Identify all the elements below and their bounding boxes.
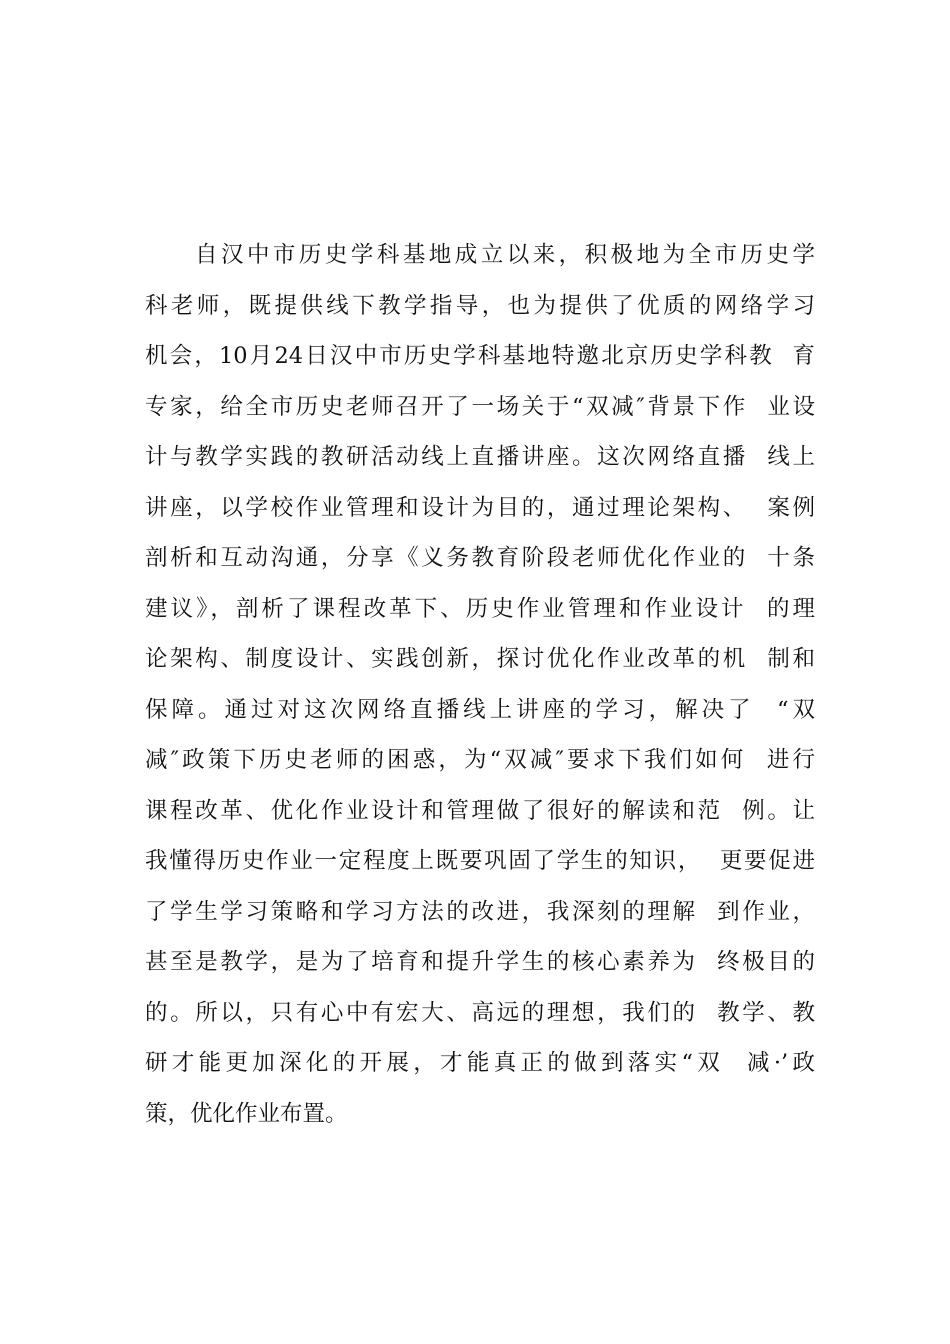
paragraph-line: 科老师，既提供线下教学指导，也为提供了优质的网络学习 (145, 292, 815, 319)
paragraph-line: 课程改革、优化作业设计和管理做了很好的解读和范 例。让 (145, 797, 815, 824)
paragraph-line: 自汉中市历史学科基地成立以来，积极地为全市历史学 (195, 242, 815, 268)
body-paragraph (145, 230, 815, 1139)
paragraph-line: 保障。通过对这次网络直播线上讲座的学习，解决了 “双 (145, 696, 815, 723)
paragraph-line: 建议》，剖析了课程改革下、历史作业管理和作业设计 的理 (145, 595, 815, 622)
paragraph-line: 研才能更加深化的开展，才能真正的做到落实“双 减·’政 (145, 1050, 815, 1076)
paragraph-line: 的。所以，只有心中有宏大、高远的理想，我们的 教学、教 (145, 999, 815, 1026)
paragraph-line: 了学生学习策略和学习方法的改进，我深刻的理解 到作业， (145, 898, 815, 925)
paragraph-line: 机会，10月24日汉中市历史学科基地特邀北京历史学科教 育 (145, 343, 815, 369)
paragraph-line: 专家，给全市历史老师召开了一场关于“双减″背景下作 业设 (145, 393, 815, 420)
paragraph-line: 剖析和互动沟通，分享《义务教育阶段老师优化作业的 十条 (145, 545, 815, 571)
paragraph-line: 甚至是教学，是为了培育和提升学生的核心素养为 终极目的 (145, 949, 815, 975)
paragraph-line: 减″政策下历史老师的困惑，为“双减″要求下我们如何 进行 (145, 747, 815, 773)
paragraph-line: 计与教学实践的教研活动线上直播讲座。这次网络直播 线上 (145, 444, 815, 470)
paragraph-line: 我懂得历史作业一定程度上既要巩固了学生的知识， 更要促进 (145, 848, 815, 874)
paragraph-line: 讲座，以学校作业管理和设计为目的，通过理论架构、 案例 (145, 494, 815, 521)
paragraph-line: 策，优化作业布置。 (145, 1100, 348, 1127)
paragraph-line: 论架构、制度设计、实践创新，探讨优化作业改革的机 制和 (145, 646, 815, 672)
